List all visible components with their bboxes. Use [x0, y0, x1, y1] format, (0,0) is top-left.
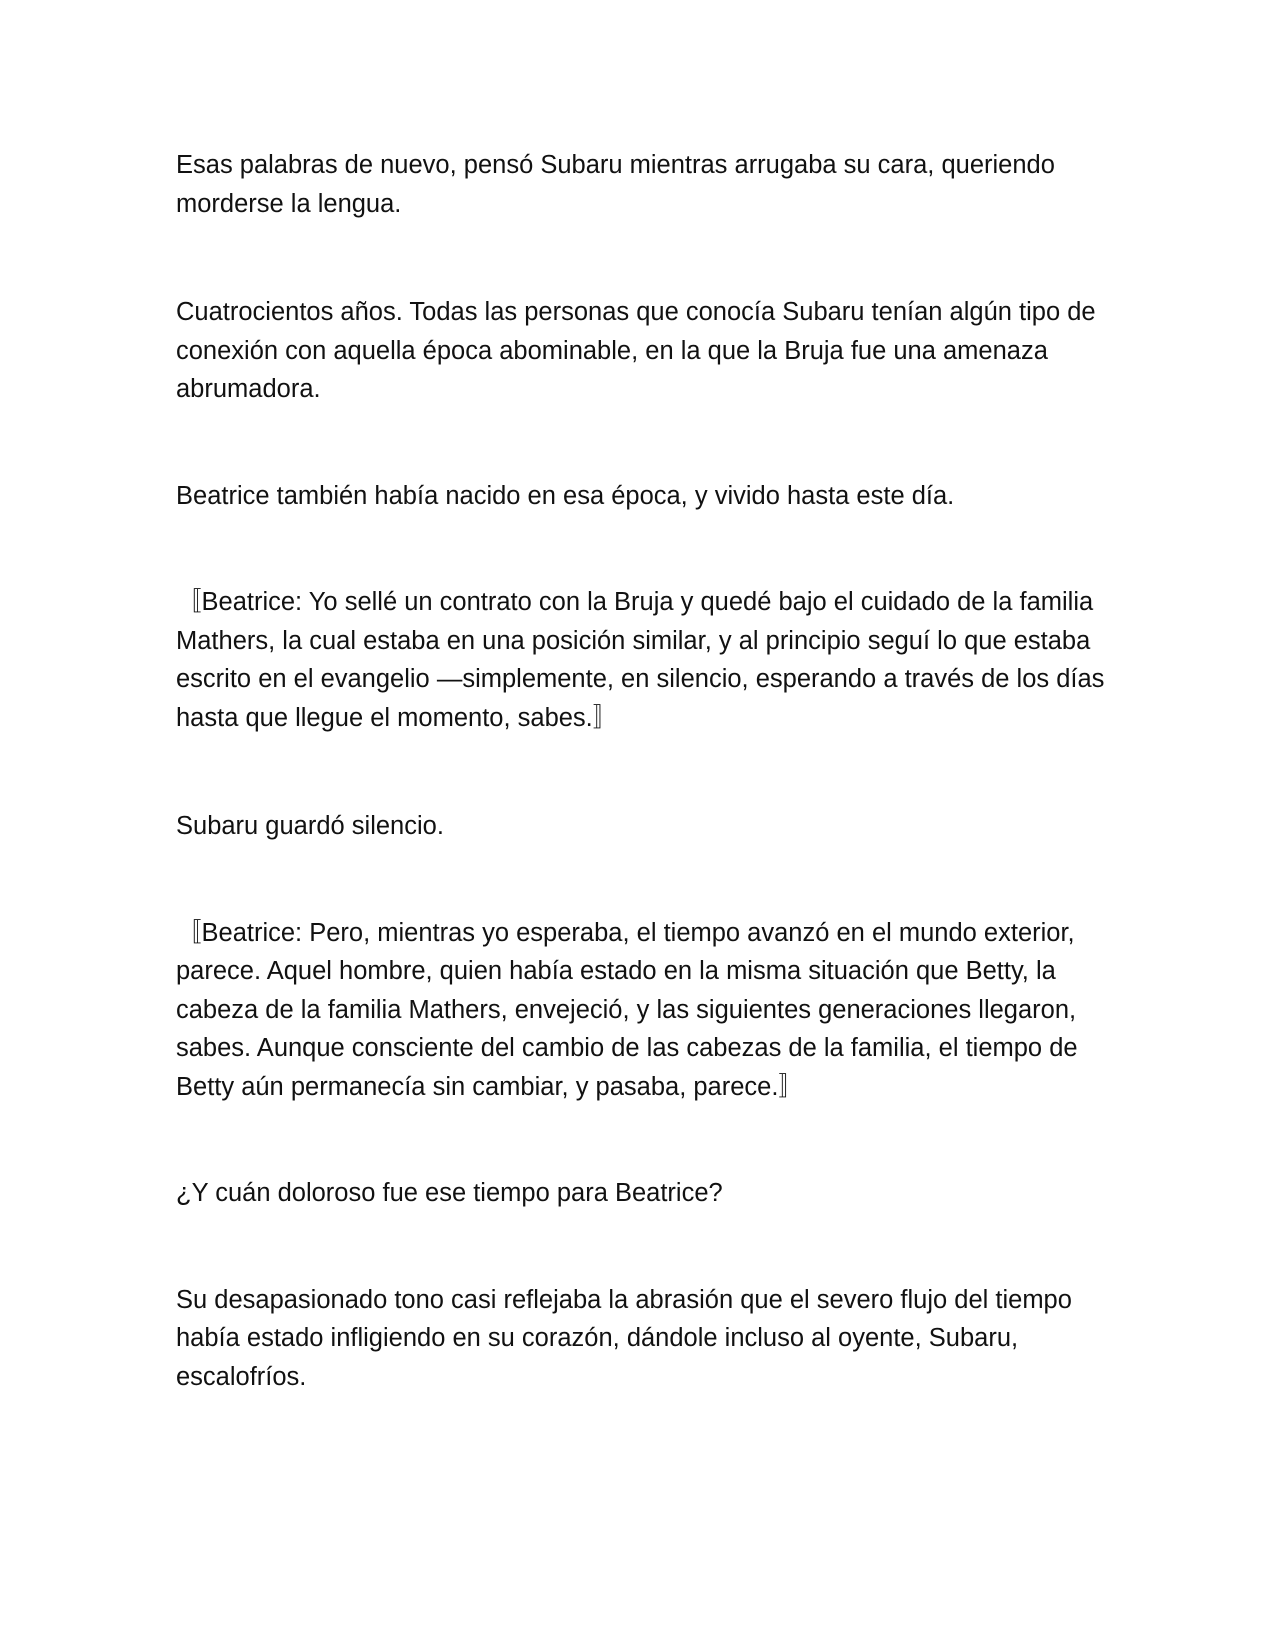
- paragraph-6: 〚Beatrice: Pero, mientras yo esperaba, el tiempo avanzó en el mundo exterior, parece. Aquel hombre, quien había estado en la misma situación que Betty, la cabeza de la familia Mathers, envejeció, y las siguientes generaciones llegaron, sabes. Aunque consciente del cambio de las cabezas de la familia, el tiempo de Betty aún permanecía sin cambiar, y pasaba, parece.〛: [176, 918, 1078, 1101]
- paragraph-7: ¿Y cuán doloroso fue ese tiempo para Beatrice?: [176, 1179, 723, 1207]
- paragraph-8: Su desapasionado tono casi reflejaba la abrasión que el severo flujo del tiempo había estado infligiendo en su corazón, dándole incluso al oyente, Subaru, escalofríos.: [176, 1285, 1072, 1391]
- paragraph-3: Beatrice también había nacido en esa época, y vivido hasta este día.: [176, 481, 955, 510]
- paragraph-1: Esas palabras de nuevo, pensó Subaru mientras arrugaba su cara, queriendo morderse la lengua.: [176, 151, 1055, 218]
- paragraph-4: 〚Beatrice: Yo sellé un contrato con la Bruja y quedé bajo el cuidado de la familia Mathers, la cual estaba en una posición similar, y al principio seguí lo que estaba escrito en el evangelio —simplemente, en silencio, esperando a través de los días hasta que llegue el momento, sabes.〛: [176, 588, 1105, 732]
- paragraph-2: Cuatrocientos años. Todas las personas que conocía Subaru tenían algún tipo de conexión con aquella época abominable, en la que la Bruja fue una amenaza abrumadora.: [176, 298, 1096, 403]
- paragraph-5: Subaru guardó silencio.: [176, 812, 444, 840]
- text-body: [176, 146, 1106, 1396]
